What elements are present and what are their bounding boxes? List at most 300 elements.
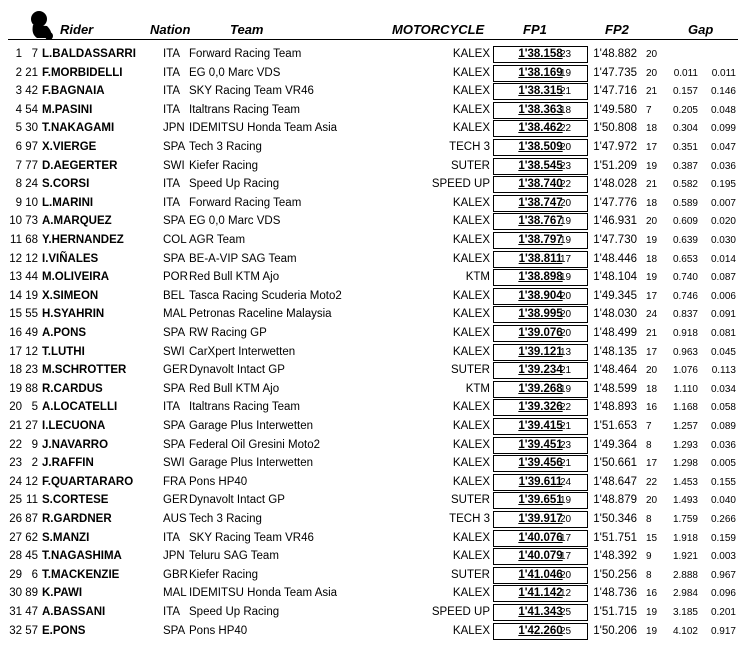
table-header bbox=[0, 0, 745, 40]
fp1-laps: 20 bbox=[560, 142, 572, 153]
position: 22 bbox=[9, 438, 22, 451]
team-name: SKY Racing Team VR46 bbox=[189, 85, 314, 98]
fp1-laps: 25 bbox=[560, 625, 572, 637]
motorcycle: KALEX bbox=[452, 327, 490, 339]
fp2-laps: 18 bbox=[646, 253, 658, 265]
rider-number: 2 bbox=[31, 457, 38, 470]
team-name: Teluru SAG Team bbox=[189, 550, 279, 563]
fp1-laps: 20 bbox=[560, 569, 572, 581]
gap-to-previous: 0.047 bbox=[710, 142, 736, 153]
gap-to-first: 1.168 bbox=[672, 402, 698, 414]
fp1-laps: 13 bbox=[560, 346, 572, 358]
fp1-laps: 22 bbox=[560, 179, 572, 191]
rider-name: L.MARINI bbox=[42, 196, 94, 209]
rider-number: 68 bbox=[25, 234, 38, 246]
fp1-laps: 20 bbox=[560, 309, 572, 321]
gap-to-previous: 0.048 bbox=[710, 104, 736, 116]
table-row bbox=[0, 46, 745, 65]
team-name: AGR Team bbox=[189, 234, 246, 246]
fp2-time: 1'51.715 bbox=[593, 606, 637, 618]
team-name: Red Bull KTM Ajo bbox=[189, 382, 280, 395]
position: 11 bbox=[10, 234, 22, 246]
nation-code: GER bbox=[163, 364, 188, 377]
motorcycle-rider-icon bbox=[27, 10, 55, 40]
rider-name: A.BASSANI bbox=[42, 606, 106, 618]
rider-number: 77 bbox=[25, 159, 38, 172]
rider-number: 27 bbox=[25, 420, 38, 432]
motorcycle: KTM bbox=[465, 271, 490, 284]
gap-to-previous: 0.091 bbox=[710, 309, 736, 321]
team-name: Kiefer Racing bbox=[189, 159, 259, 172]
table-row bbox=[0, 102, 745, 121]
fp1-laps: 19 bbox=[560, 272, 572, 284]
fp1-time: 1'39.234 bbox=[493, 362, 588, 379]
gap-to-first: 0.011 bbox=[673, 67, 698, 79]
team-name: EG 0,0 Marc VDS bbox=[189, 215, 281, 228]
rider-name: S.CORSI bbox=[42, 178, 90, 191]
nation-code: SPA bbox=[163, 215, 186, 228]
fp1-time: 1'39.611 bbox=[493, 474, 588, 491]
fp1-time: 1'39.076 bbox=[493, 325, 588, 342]
position: 12 bbox=[9, 252, 22, 265]
gap-to-previous: 0.087 bbox=[710, 272, 736, 284]
table-row bbox=[0, 139, 745, 158]
rider-name: I.LECUONA bbox=[42, 420, 106, 432]
table-row bbox=[0, 232, 745, 251]
fp2-time: 1'48.647 bbox=[593, 475, 637, 488]
rider-number: 10 bbox=[25, 196, 38, 209]
table-row bbox=[0, 623, 745, 642]
nation-code: AUS bbox=[163, 513, 187, 525]
rider-number: 89 bbox=[25, 587, 38, 600]
team-name: RW Racing GP bbox=[189, 327, 267, 339]
gap-to-previous: 0.020 bbox=[710, 216, 736, 228]
fp1-laps: 22 bbox=[560, 123, 572, 135]
rider-name: A.PONS bbox=[42, 327, 87, 339]
position: 3 bbox=[15, 85, 22, 98]
fp2-time: 1'50.346 bbox=[593, 513, 637, 525]
nation-code: GER bbox=[163, 494, 188, 507]
table-row bbox=[0, 158, 745, 177]
fp1-laps: 25 bbox=[560, 607, 572, 618]
fp1-laps: 12 bbox=[560, 588, 572, 600]
position: 26 bbox=[9, 513, 22, 525]
fp2-time: 1'48.392 bbox=[593, 550, 637, 563]
rider-name: H.SYAHRIN bbox=[42, 308, 105, 321]
fp1-laps: 19 bbox=[560, 495, 572, 507]
gap-to-previous: 0.005 bbox=[710, 458, 736, 470]
fp1-laps: 19 bbox=[560, 67, 572, 79]
rider-name: D.AEGERTER bbox=[42, 159, 118, 172]
fp2-time: 1'48.736 bbox=[593, 587, 637, 600]
rider-name: S.CORTESE bbox=[42, 494, 109, 507]
fp1-time: 1'40.079 bbox=[493, 548, 588, 565]
fp2-time: 1'51.653 bbox=[593, 420, 637, 432]
nation-code: ITA bbox=[163, 606, 181, 618]
gap-to-first: 0.609 bbox=[672, 216, 698, 228]
fp2-time: 1'47.776 bbox=[593, 196, 637, 209]
nation-code: POR bbox=[163, 271, 188, 284]
motorcycle: KALEX bbox=[452, 122, 490, 135]
fp2-laps: 17 bbox=[646, 290, 658, 302]
nation-code: SWI bbox=[163, 457, 185, 470]
position: 1 bbox=[15, 48, 22, 60]
table-row bbox=[0, 474, 745, 493]
table-row bbox=[0, 269, 745, 288]
motorcycle: KALEX bbox=[452, 587, 490, 600]
fp1-time: 1'42.260 bbox=[493, 623, 588, 640]
rider-name: F.BAGNAIA bbox=[42, 85, 105, 98]
fp2-laps: 20 bbox=[646, 49, 658, 60]
motorcycle: KALEX bbox=[452, 234, 490, 246]
fp2-time: 1'48.879 bbox=[593, 494, 637, 507]
fp2-laps: 20 bbox=[646, 67, 658, 79]
fp2-laps: 7 bbox=[646, 104, 652, 116]
header-nation: Nation bbox=[150, 22, 191, 37]
gap-to-first: 1.918 bbox=[672, 532, 698, 544]
table-row bbox=[0, 65, 745, 84]
motorcycle: KALEX bbox=[452, 420, 490, 432]
nation-code: BEL bbox=[163, 289, 185, 302]
fp1-time: 1'39.268 bbox=[493, 381, 588, 398]
fp2-laps: 22 bbox=[646, 476, 658, 488]
fp1-time: 1'41.343 bbox=[493, 604, 588, 621]
gap-to-previous: 0.040 bbox=[710, 495, 736, 507]
motorcycle: SPEED UP bbox=[431, 178, 490, 191]
fp2-laps: 16 bbox=[646, 402, 658, 414]
nation-code: JPN bbox=[163, 122, 185, 135]
position: 21 bbox=[9, 420, 22, 432]
nation-code: SWI bbox=[163, 345, 185, 358]
team-name: Tech 3 Racing bbox=[189, 513, 262, 525]
rider-number: 57 bbox=[25, 624, 38, 637]
fp1-time: 1'39.326 bbox=[493, 399, 588, 416]
motorcycle: SUTER bbox=[451, 568, 490, 581]
nation-code: SWI bbox=[163, 159, 185, 172]
fp1-time: 1'38.811 bbox=[493, 251, 588, 268]
header-fp1: FP1 bbox=[523, 22, 547, 37]
fp2-time: 1'48.893 bbox=[593, 401, 637, 414]
fp2-laps: 18 bbox=[646, 383, 658, 395]
gap-to-first: 0.304 bbox=[672, 123, 698, 135]
rider-number: 7 bbox=[31, 48, 38, 60]
table-row bbox=[0, 251, 745, 270]
table-row bbox=[0, 604, 745, 623]
team-name: Garage Plus Interwetten bbox=[189, 457, 314, 470]
rider-number: 12 bbox=[25, 252, 38, 265]
rider-number: 88 bbox=[25, 382, 38, 395]
rider-number: 6 bbox=[31, 568, 38, 581]
rider-name: J.NAVARRO bbox=[42, 438, 109, 451]
position: 14 bbox=[9, 289, 22, 302]
rider-name: R.GARDNER bbox=[42, 513, 112, 525]
gap-to-first: 0.205 bbox=[672, 104, 698, 116]
rider-number: 87 bbox=[25, 513, 38, 525]
motorcycle: KALEX bbox=[452, 624, 490, 637]
rider-name: T.MACKENZIE bbox=[42, 568, 120, 581]
gap-to-previous: 0.006 bbox=[710, 290, 736, 302]
gap-to-first: 1.110 bbox=[673, 383, 698, 395]
motorcycle: KALEX bbox=[452, 215, 490, 228]
header-rider: Rider bbox=[60, 22, 94, 37]
position: 17 bbox=[9, 345, 22, 358]
position: 24 bbox=[9, 475, 22, 488]
fp2-laps: 19 bbox=[646, 272, 658, 284]
gap-to-previous: 0.007 bbox=[710, 197, 736, 209]
gap-to-first: 1.759 bbox=[672, 514, 698, 525]
fp1-time: 1'38.747 bbox=[493, 195, 588, 212]
gap-to-first: 2.984 bbox=[672, 588, 698, 600]
fp1-laps: 20 bbox=[560, 514, 572, 525]
fp1-laps: 20 bbox=[560, 290, 572, 302]
position: 27 bbox=[9, 531, 22, 544]
fp1-time: 1'38.995 bbox=[493, 306, 588, 323]
fp1-laps: 19 bbox=[560, 383, 572, 395]
team-name: Speed Up Racing bbox=[189, 178, 280, 191]
fp1-laps: 21 bbox=[560, 421, 572, 432]
rider-number: 55 bbox=[25, 308, 38, 321]
table-row bbox=[0, 567, 745, 586]
table-row bbox=[0, 195, 745, 214]
rider-number: 44 bbox=[25, 271, 38, 284]
gap-to-first: 1.493 bbox=[672, 495, 698, 507]
nation-code: ITA bbox=[163, 196, 181, 209]
gap-to-previous: 0.003 bbox=[710, 551, 736, 563]
motorcycle: KALEX bbox=[452, 103, 490, 116]
fp2-time: 1'51.751 bbox=[593, 531, 637, 544]
header-motorcycle: MOTORCYCLE bbox=[392, 22, 485, 37]
team-name: Italtrans Racing Team bbox=[189, 103, 301, 116]
table-row bbox=[0, 344, 745, 363]
position: 29 bbox=[9, 568, 22, 581]
team-name: Dynavolt Intact GP bbox=[189, 364, 285, 377]
nation-code: SPA bbox=[163, 327, 186, 339]
gap-to-first: 0.387 bbox=[672, 160, 698, 172]
fp2-time: 1'48.599 bbox=[593, 382, 637, 395]
gap-to-previous: 0.096 bbox=[710, 588, 736, 600]
rider-number: 12 bbox=[25, 345, 38, 358]
fp2-laps: 19 bbox=[646, 607, 658, 618]
position: 10 bbox=[9, 215, 22, 228]
gap-to-previous: 0.099 bbox=[710, 123, 736, 135]
motorcycle: KTM bbox=[465, 382, 490, 395]
team-name: Speed Up Racing bbox=[189, 606, 280, 618]
position: 16 bbox=[9, 327, 22, 339]
gap-to-first: 1.076 bbox=[672, 365, 698, 377]
fp1-laps: 21 bbox=[560, 458, 572, 470]
fp2-laps: 24 bbox=[646, 309, 658, 321]
fp2-laps: 17 bbox=[646, 142, 658, 153]
rider-number: 30 bbox=[25, 122, 38, 135]
rider-name: S.MANZI bbox=[42, 531, 90, 544]
table-row bbox=[0, 455, 745, 474]
table-row bbox=[0, 362, 745, 381]
fp1-time: 1'38.545 bbox=[493, 158, 588, 175]
gap-to-first: 1.298 bbox=[672, 458, 698, 470]
fp2-laps: 15 bbox=[646, 532, 658, 544]
team-name: Federal Oil Gresini Moto2 bbox=[189, 438, 321, 451]
gap-to-previous: 0.034 bbox=[710, 383, 736, 395]
table-row bbox=[0, 381, 745, 400]
gap-to-first: 0.837 bbox=[672, 309, 698, 321]
rider-name: X.VIERGE bbox=[42, 141, 97, 153]
motorcycle: KALEX bbox=[452, 457, 490, 470]
motorcycle: KALEX bbox=[452, 550, 490, 563]
nation-code: JPN bbox=[163, 550, 185, 563]
fp2-laps: 20 bbox=[646, 495, 658, 507]
fp2-time: 1'47.730 bbox=[593, 234, 637, 246]
motorcycle: KALEX bbox=[452, 196, 490, 209]
motorcycle: KALEX bbox=[452, 252, 490, 265]
team-name: Pons HP40 bbox=[189, 475, 248, 488]
table-row bbox=[0, 530, 745, 549]
motorcycle: SUTER bbox=[451, 364, 490, 377]
fp1-time: 1'39.121 bbox=[493, 344, 588, 361]
fp2-laps: 17 bbox=[646, 346, 658, 358]
gap-to-previous: 0.081 bbox=[710, 328, 736, 339]
gap-to-previous: 0.917 bbox=[710, 625, 736, 637]
table-row bbox=[0, 511, 745, 530]
fp1-laps: 21 bbox=[560, 365, 572, 377]
motorcycle: KALEX bbox=[452, 345, 490, 358]
rider-name: L.BALDASSARRI bbox=[42, 48, 136, 60]
rider-name: R.CARDUS bbox=[42, 382, 103, 395]
gap-to-first: 0.351 bbox=[672, 142, 698, 153]
rider-name: M.PASINI bbox=[42, 103, 93, 116]
nation-code: GBR bbox=[163, 568, 188, 581]
position: 6 bbox=[15, 141, 22, 153]
position: 4 bbox=[15, 103, 22, 116]
fp1-time: 1'38.797 bbox=[493, 232, 588, 249]
motorcycle: SPEED UP bbox=[431, 606, 490, 618]
table-row bbox=[0, 83, 745, 102]
gap-to-first: 4.102 bbox=[672, 625, 698, 637]
motorcycle: KALEX bbox=[452, 401, 490, 414]
fp2-time: 1'48.499 bbox=[593, 327, 637, 339]
table-row bbox=[0, 492, 745, 511]
header-team: Team bbox=[230, 22, 264, 37]
team-name: Tasca Racing Scuderia Moto2 bbox=[189, 289, 342, 302]
rider-name: X.SIMEON bbox=[42, 289, 99, 302]
rider-name: K.PAWI bbox=[42, 587, 83, 600]
table-row bbox=[0, 213, 745, 232]
rider-number: 49 bbox=[25, 327, 38, 339]
nation-code: MAL bbox=[163, 308, 187, 321]
rider-number: 24 bbox=[25, 178, 38, 191]
gap-to-previous: 0.155 bbox=[710, 476, 736, 488]
team-name: Garage Plus Interwetten bbox=[189, 420, 314, 432]
motorcycle: KALEX bbox=[452, 66, 490, 79]
fp1-time: 1'38.904 bbox=[493, 288, 588, 305]
team-name: Forward Racing Team bbox=[189, 196, 302, 209]
rider-number: 21 bbox=[25, 66, 38, 79]
table-row bbox=[0, 306, 745, 325]
fp1-time: 1'38.315 bbox=[493, 83, 588, 100]
fp1-time: 1'39.451 bbox=[493, 437, 588, 454]
fp1-time: 1'39.456 bbox=[493, 455, 588, 472]
gap-to-first: 3.185 bbox=[672, 607, 698, 618]
fp1-laps: 24 bbox=[560, 476, 572, 488]
gap-to-previous: 0.036 bbox=[710, 160, 736, 172]
fp2-laps: 21 bbox=[646, 328, 658, 339]
rider-number: 11 bbox=[26, 494, 38, 507]
rider-name: Y.HERNANDEZ bbox=[42, 234, 124, 246]
team-name: Kiefer Racing bbox=[189, 568, 259, 581]
table-row bbox=[0, 120, 745, 139]
position: 28 bbox=[9, 550, 22, 563]
rider-number: 97 bbox=[25, 141, 38, 153]
rider-name: F.QUARTARARO bbox=[42, 475, 134, 488]
nation-code: ITA bbox=[163, 178, 181, 191]
nation-code: MAL bbox=[163, 587, 187, 600]
rider-name: T.NAGASHIMA bbox=[42, 550, 122, 563]
team-name: Petronas Raceline Malaysia bbox=[189, 308, 332, 321]
fp2-time: 1'49.345 bbox=[593, 289, 637, 302]
nation-code: SPA bbox=[163, 382, 186, 395]
rider-name: T.LUTHI bbox=[42, 345, 85, 358]
gap-to-previous: 0.014 bbox=[710, 253, 736, 265]
nation-code: FRA bbox=[163, 475, 186, 488]
nation-code: SPA bbox=[163, 252, 186, 265]
gap-to-first: 2.888 bbox=[672, 569, 698, 581]
fp2-laps: 18 bbox=[646, 123, 658, 135]
fp1-laps: 22 bbox=[560, 402, 572, 414]
rider-number: 5 bbox=[31, 401, 38, 414]
fp2-laps: 8 bbox=[646, 514, 652, 525]
fp2-time: 1'50.206 bbox=[593, 624, 637, 637]
motorcycle: KALEX bbox=[452, 438, 490, 451]
fp2-laps: 16 bbox=[646, 588, 658, 600]
nation-code: ITA bbox=[163, 66, 181, 79]
gap-to-first: 0.746 bbox=[672, 290, 698, 302]
gap-to-first: 1.921 bbox=[672, 551, 698, 563]
table-row bbox=[0, 325, 745, 344]
nation-code: COL bbox=[163, 234, 187, 246]
fp1-time: 1'39.917 bbox=[493, 511, 588, 528]
fp1-time: 1'38.740 bbox=[493, 176, 588, 193]
gap-to-previous: 0.195 bbox=[710, 179, 736, 191]
nation-code: ITA bbox=[163, 48, 181, 60]
table-row bbox=[0, 176, 745, 195]
nation-code: ITA bbox=[163, 401, 181, 414]
rider-name: F.MORBIDELLI bbox=[42, 66, 123, 79]
rider-number: 42 bbox=[25, 85, 38, 98]
fp1-laps: 23 bbox=[560, 439, 572, 451]
position: 9 bbox=[15, 196, 22, 209]
fp1-time: 1'39.651 bbox=[493, 492, 588, 509]
table-row bbox=[0, 399, 745, 418]
gap-to-previous: 0.146 bbox=[710, 86, 736, 98]
rider-name: A.LOCATELLI bbox=[42, 401, 118, 414]
rider-name: I.VIÑALES bbox=[42, 252, 99, 265]
fp1-laps: 17 bbox=[560, 551, 572, 563]
fp2-laps: 20 bbox=[646, 216, 658, 228]
motorcycle: KALEX bbox=[452, 48, 490, 60]
fp1-time: 1'41.142 bbox=[493, 585, 588, 602]
gap-to-first: 0.963 bbox=[672, 346, 698, 358]
fp2-laps: 8 bbox=[646, 439, 652, 451]
motorcycle: KALEX bbox=[452, 85, 490, 98]
position: 23 bbox=[9, 457, 22, 470]
motorcycle: KALEX bbox=[452, 289, 490, 302]
fp2-time: 1'49.580 bbox=[593, 103, 637, 116]
position: 19 bbox=[9, 382, 22, 395]
rider-number: 12 bbox=[25, 475, 38, 488]
fp2-laps: 19 bbox=[646, 235, 658, 246]
team-name: Pons HP40 bbox=[189, 624, 248, 637]
nation-code: SPA bbox=[163, 420, 186, 432]
position: 2 bbox=[15, 66, 22, 79]
